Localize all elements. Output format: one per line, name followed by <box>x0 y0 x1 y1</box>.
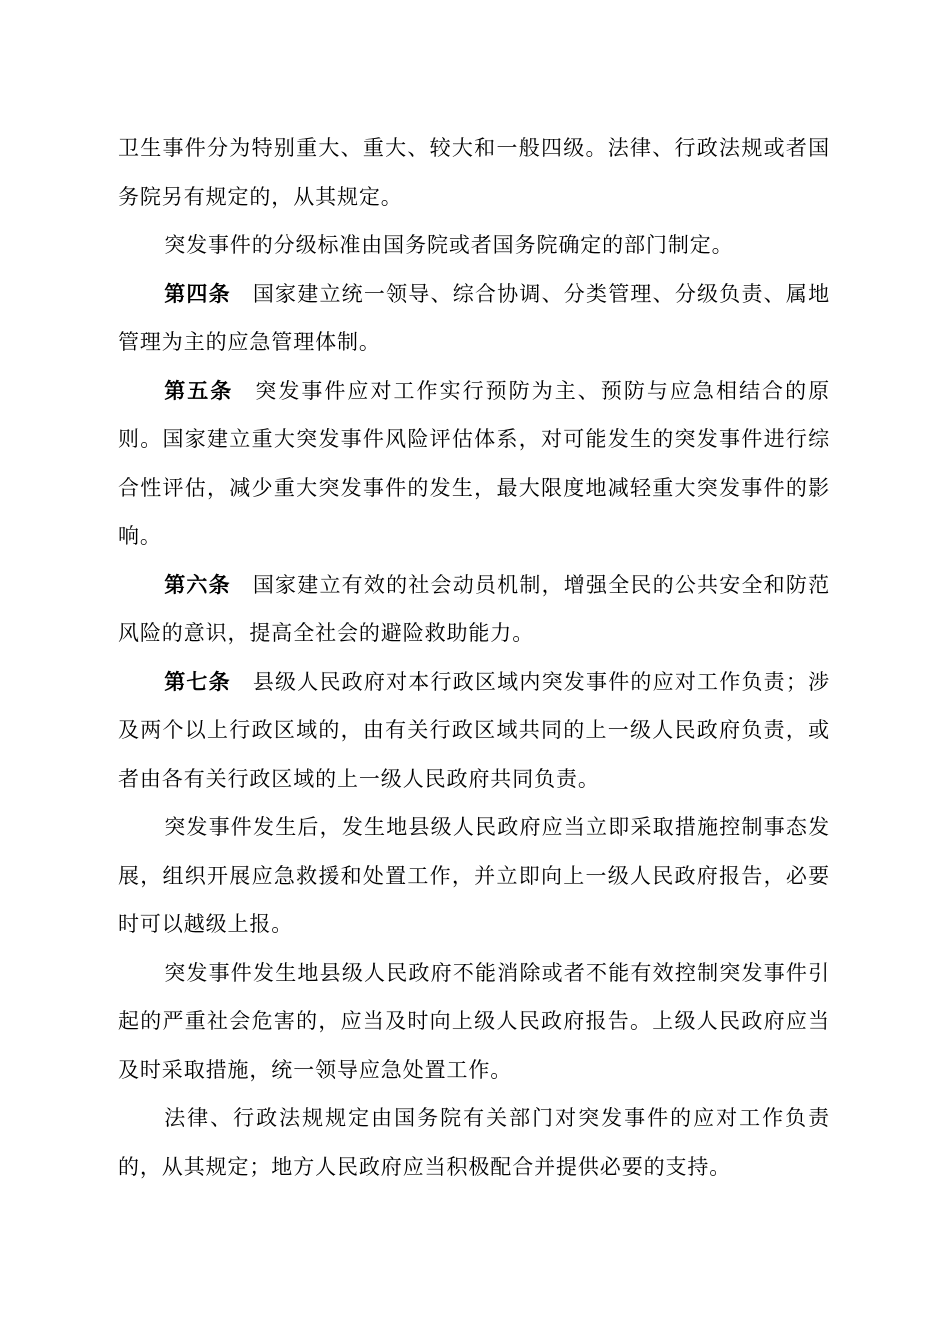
document-page <box>118 124 830 1191</box>
paragraph-state-council <box>118 1094 830 1191</box>
paragraph-continuation <box>118 124 830 221</box>
article-number: 第七条 <box>164 668 231 694</box>
article-4 <box>118 270 830 367</box>
paragraph-text: 卫生事件分为特别重大、重大、较大和一般四级。法律、行政法规或者国务院另有规定的，从其规定。 <box>118 136 830 209</box>
article-number: 第四条 <box>164 280 231 306</box>
paragraph-text: 法律、行政法规规定由国务院有关部门对突发事件的应对工作负责的，从其规定；地方人民政府应当积极配合并提供必要的支持。 <box>118 1106 830 1179</box>
article-text: 突发事件应对工作实行预防为主、预防与应急相结合的原则。国家建立重大突发事件风险评估体系，对可能发生的突发事件进行综合性评估，减少重大突发事件的发生，最大限度地减轻重大突发事件的影响。 <box>118 378 831 548</box>
paragraph-text: 突发事件发生地县级人民政府不能消除或者不能有效控制突发事件引起的严重社会危害的，应当及时向上级人民政府报告。上级人民政府应当及时采取措施，统一领导应急处置工作。 <box>118 960 830 1082</box>
article-number: 第五条 <box>164 377 234 403</box>
paragraph-text: 突发事件发生后，发生地县级人民政府应当立即采取措施控制事态发展，组织开展应急救援和处置工作，并立即向上一级人民政府报告，必要时可以越级上报。 <box>118 815 830 936</box>
article-5 <box>118 367 830 561</box>
article-text: 国家建立统一领导、综合协调、分类管理、分级负责、属地管理为主的应急管理体制。 <box>118 281 830 354</box>
paragraph-after-event <box>118 803 830 949</box>
article-text: 国家建立有效的社会动员机制，增强全民的公共安全和防范风险的意识，提高全社会的避险救助能力。 <box>118 572 830 645</box>
article-7 <box>118 658 830 804</box>
article-text: 县级人民政府对本行政区域内突发事件的应对工作负责；涉及两个以上行政区域的，由有关行政区域共同的上一级人民政府负责，或者由各有关行政区域的上一级人民政府共同负责。 <box>118 669 830 791</box>
article-number: 第六条 <box>164 571 231 597</box>
paragraph-report-upward <box>118 949 830 1095</box>
paragraph-grading-standard <box>118 221 830 270</box>
paragraph-text: 突发事件的分级标准由国务院或者国务院确定的部门制定。 <box>164 233 734 257</box>
article-6 <box>118 561 830 658</box>
